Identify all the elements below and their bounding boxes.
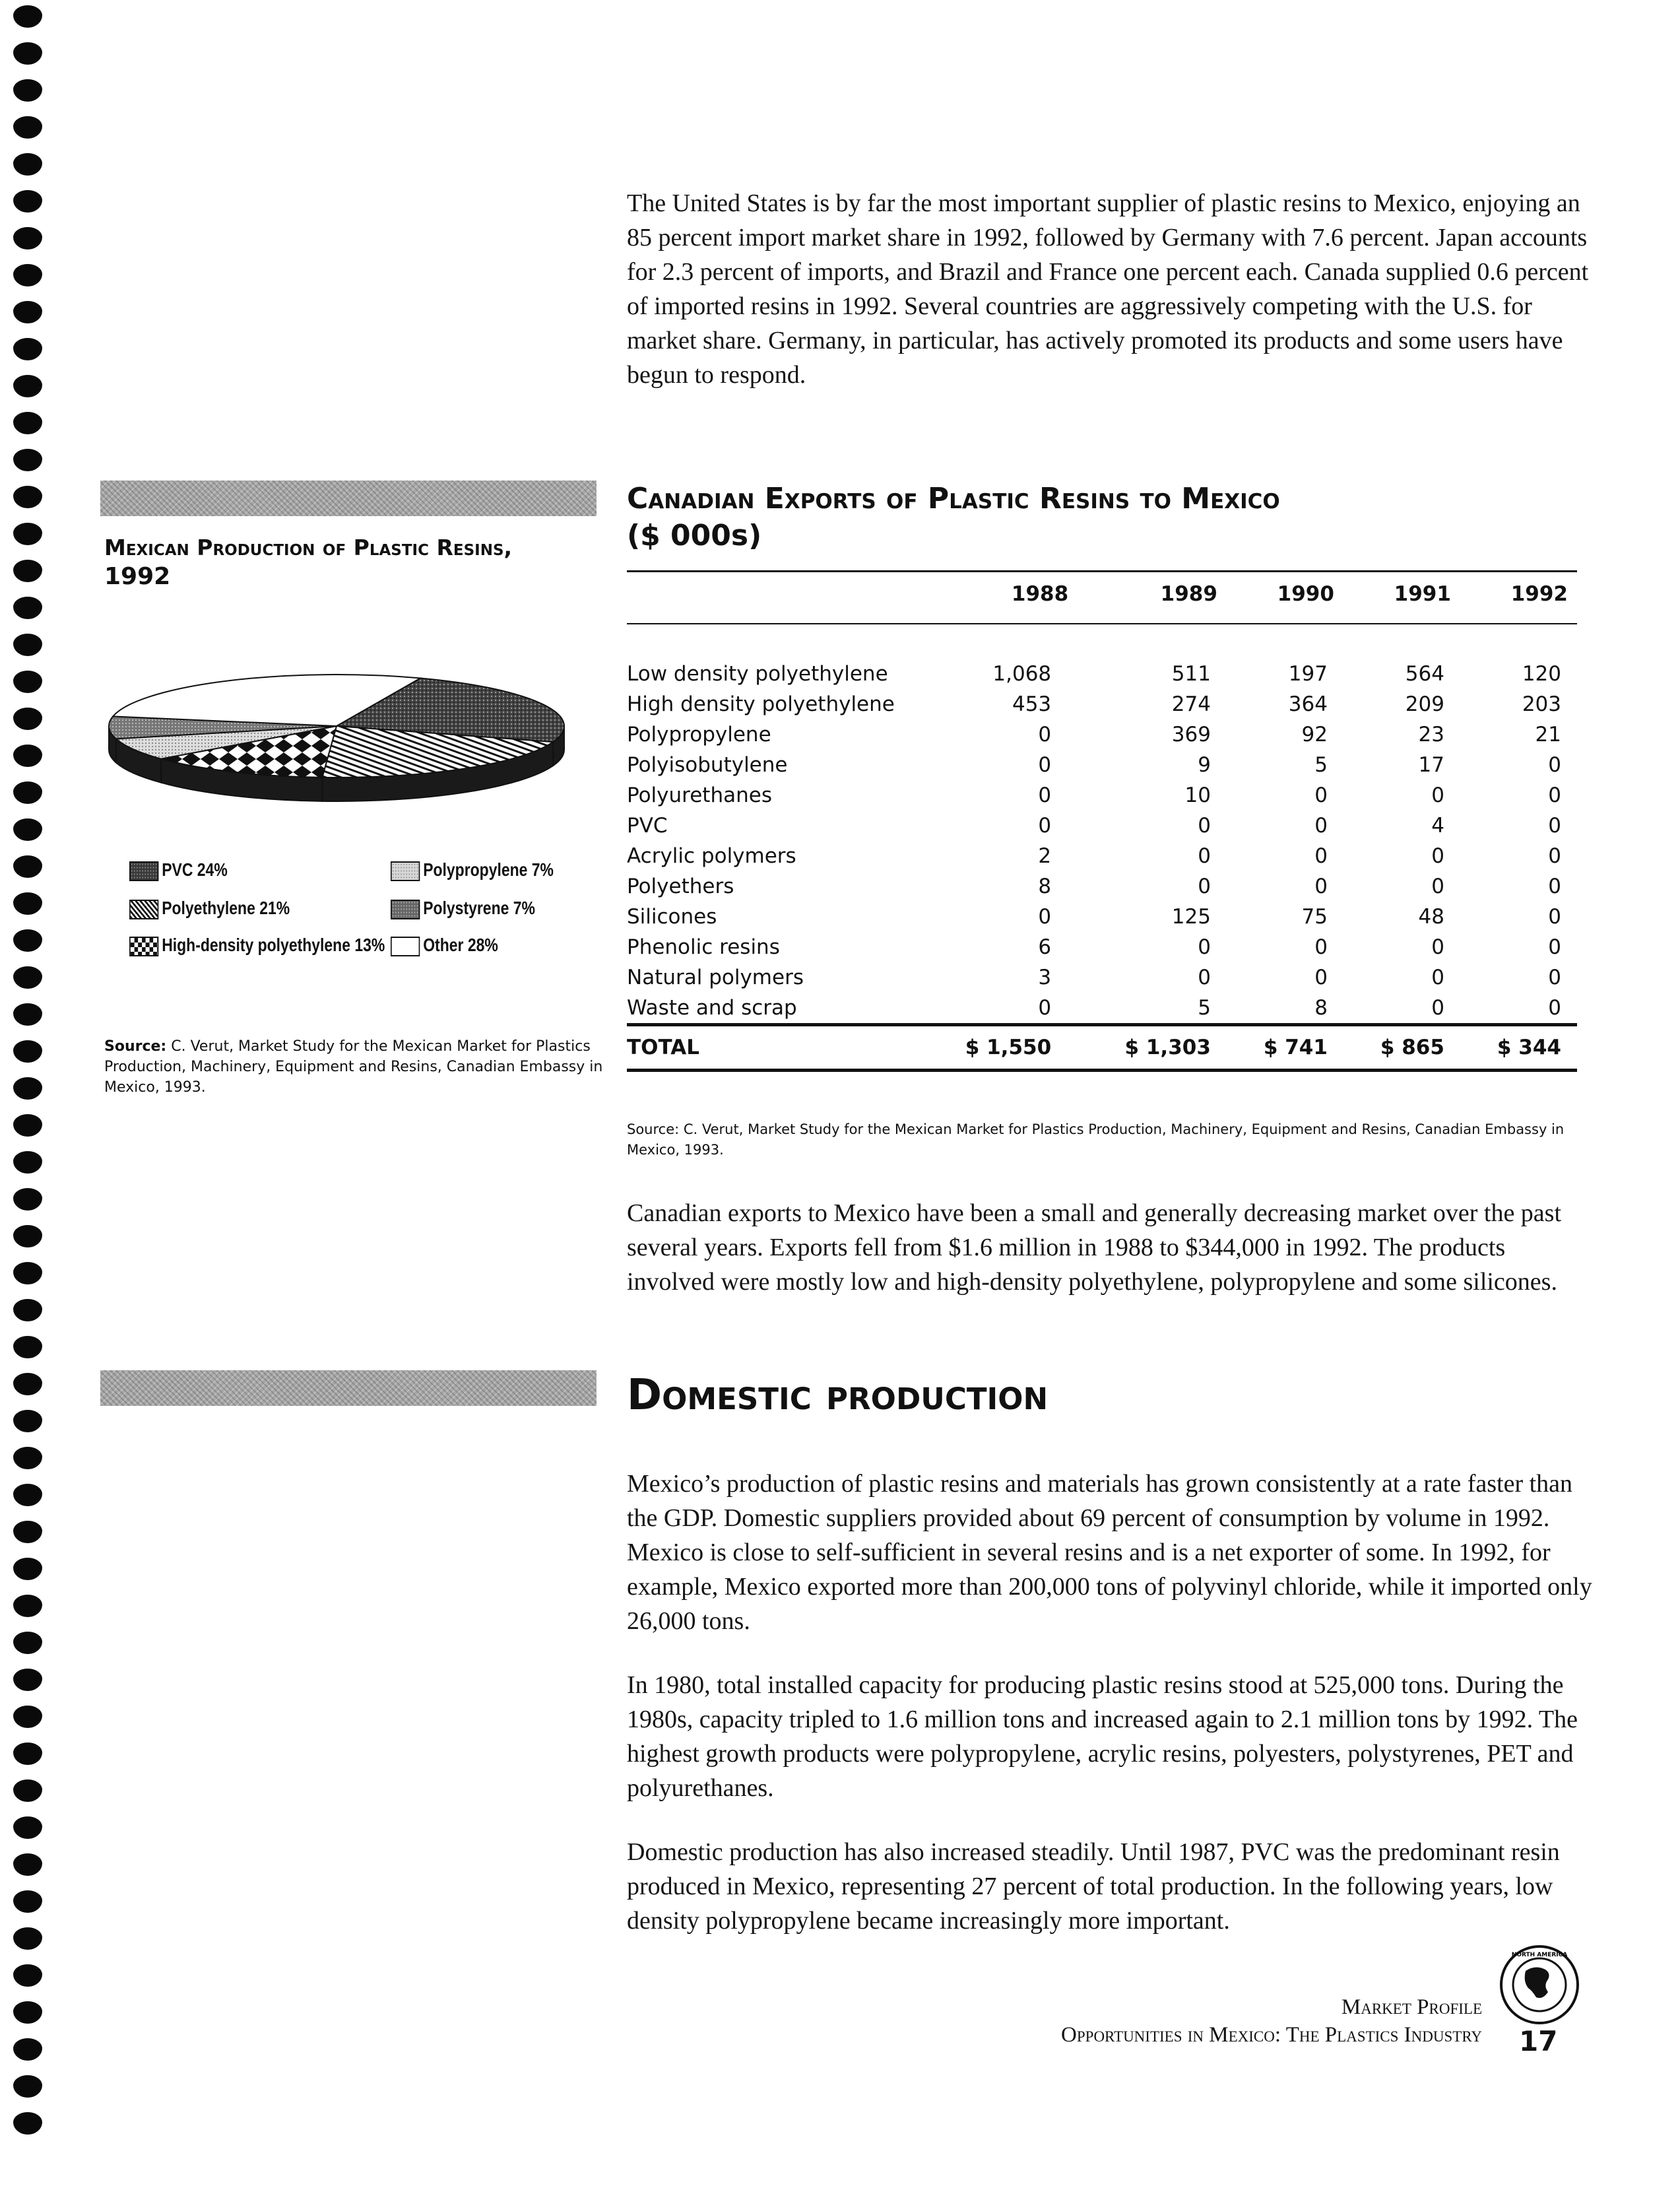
table-cell: 0 xyxy=(1198,875,1211,898)
binder-ring xyxy=(13,1669,42,1691)
table-row xyxy=(627,962,1577,993)
binder-ring xyxy=(13,1151,42,1174)
row-label: Silicones xyxy=(627,905,717,929)
table-cell: 21 xyxy=(1535,723,1561,747)
table-row xyxy=(627,689,1577,719)
table-cell: 209 xyxy=(1405,692,1444,716)
legend-swatch xyxy=(129,937,158,956)
binder-ring xyxy=(13,153,42,176)
logo-text: NORTH AMERICA xyxy=(1511,1952,1568,1958)
binder-ring xyxy=(13,1040,42,1063)
table-row xyxy=(627,780,1577,811)
table-cell: 9 xyxy=(1198,753,1211,777)
domestic-paragraph-3: Domestic production has also increased steadily. Until 1987, PVC was the predominant resin produced in Mexico, representing 27 percent of total production. In the following years, low density polypropylene became increasingly more important. xyxy=(627,1838,1560,1935)
binder-ring xyxy=(13,412,42,434)
total-cell: $ 865 xyxy=(1343,1025,1460,1071)
table-cell: 5 xyxy=(1198,996,1211,1020)
binder-ring xyxy=(13,892,42,915)
binder-ring xyxy=(13,634,42,656)
total-cell: $ 741 xyxy=(1227,1025,1343,1071)
table-cell: 48 xyxy=(1418,905,1444,929)
footer-line2: Opportunities in Mexico: The Plastics Industry xyxy=(1061,2023,1482,2047)
legend-label: Other 28% xyxy=(423,935,498,955)
table-cell: 0 xyxy=(1548,996,1561,1020)
shaded-bar-top xyxy=(100,481,597,516)
binder-ring xyxy=(13,301,42,323)
pie-source-note xyxy=(104,1036,606,1098)
row-label: Natural polymers xyxy=(627,966,804,989)
row-label: High density polyethylene xyxy=(627,692,895,716)
total-cell: $ 344 xyxy=(1460,1025,1577,1071)
page-number: 17 xyxy=(1519,2025,1558,2057)
pie-chart xyxy=(99,660,600,818)
footer-line1: Market Profile xyxy=(1341,1995,1482,2019)
table-cell: 0 xyxy=(1431,996,1444,1020)
table-cell: 3 xyxy=(1038,966,1052,989)
binder-ring xyxy=(13,929,42,952)
table-cell: 0 xyxy=(1431,935,1444,959)
table-cell: 0 xyxy=(1198,844,1211,868)
year-header: 1992 xyxy=(1510,582,1568,606)
binder-ring xyxy=(13,1003,42,1026)
table-row xyxy=(627,932,1577,962)
total-cell: $ 1,550 xyxy=(913,1025,1078,1071)
table-cell: 8 xyxy=(1314,996,1328,1020)
legend-swatch xyxy=(129,861,158,881)
binder-ring xyxy=(13,1816,42,1839)
binder-ring xyxy=(13,1114,42,1137)
binder-ring xyxy=(13,190,42,213)
table-cell: 197 xyxy=(1288,662,1328,686)
binder-ring xyxy=(13,523,42,545)
legend-label: High-density polyethylene 13% xyxy=(162,935,385,955)
table-cell: 0 xyxy=(1314,814,1328,838)
table-source-note: Source: C. Verut, Market Study for the Mexican Market for Plastics Production, Machinery, Equipment and Resins, Canadian Embassy in Mexico, 1993. xyxy=(627,1121,1565,1158)
table-cell: 0 xyxy=(1431,844,1444,868)
table-cell: 0 xyxy=(1314,935,1328,959)
pie-chart-title-line1: Mexican Production of Plastic Resins, xyxy=(104,535,513,560)
table-cell: 274 xyxy=(1171,692,1211,716)
row-label: PVC xyxy=(627,814,668,838)
binder-ring xyxy=(13,781,42,804)
table-cell: 0 xyxy=(1431,875,1444,898)
table-row xyxy=(627,841,1577,871)
year-header: 1989 xyxy=(1160,582,1217,606)
table-row xyxy=(627,993,1577,1025)
legend-swatch xyxy=(391,900,420,919)
table-cell: 0 xyxy=(1548,814,1561,838)
binder-ring xyxy=(13,1743,42,1765)
binder-ring xyxy=(13,449,42,471)
binder-ring xyxy=(13,1336,42,1358)
row-label: Polypropylene xyxy=(627,723,771,747)
table-cell: 17 xyxy=(1418,753,1444,777)
binder-ring xyxy=(13,745,42,767)
binder-ring xyxy=(13,1927,42,1950)
binder-ring xyxy=(13,227,42,249)
table-row xyxy=(627,902,1577,932)
section-heading: Domestic production xyxy=(627,1371,1049,1420)
binder-ring xyxy=(13,5,42,28)
table-cell: 369 xyxy=(1171,723,1211,747)
binder-ring xyxy=(13,1410,42,1432)
binder-ring xyxy=(13,1225,42,1247)
table-cell: 511 xyxy=(1171,662,1211,686)
binder-ring xyxy=(13,1632,42,1654)
table-cell: 0 xyxy=(1314,966,1328,989)
binder-ring xyxy=(13,671,42,693)
legend-item xyxy=(129,935,385,956)
table-row xyxy=(627,811,1577,841)
table-cell: 0 xyxy=(1038,753,1052,777)
table-cell: 0 xyxy=(1548,935,1561,959)
binder-ring xyxy=(13,1484,42,1506)
total-cell: $ 1,303 xyxy=(1078,1025,1227,1071)
row-label: Polyurethanes xyxy=(627,783,772,807)
source-text: C. Verut, Market Study for the Mexican Market for Plastics Production, Machinery, Equipment and Resins, Canadian Embassy in Mexico, 1993. xyxy=(104,1038,603,1096)
legend-item xyxy=(391,898,535,919)
domestic-paragraph-2: In 1980, total installed capacity for producing plastic resins stood at 525,000 tons. During the 1980s, capacity tripled to 1.6 million tons and increased again to 2.1 million tons by 1992. The highest growth products were polypropylene, acrylic resins, polyesters, polystyrenes, PET and polyurethanes. xyxy=(627,1671,1578,1802)
table-cell: 0 xyxy=(1198,814,1211,838)
binder-ring xyxy=(13,1373,42,1395)
binder-ring xyxy=(13,1521,42,1543)
table-cell: 0 xyxy=(1314,875,1328,898)
table-title xyxy=(627,481,1452,554)
table-cell: 75 xyxy=(1301,905,1328,929)
table-cell: 125 xyxy=(1171,905,1211,929)
legend-label: Polypropylene 7% xyxy=(423,859,554,880)
table-cell: 0 xyxy=(1548,844,1561,868)
table-row xyxy=(627,630,1577,689)
table-cell: 0 xyxy=(1548,875,1561,898)
binder-ring xyxy=(13,1595,42,1617)
table-cell: 0 xyxy=(1548,905,1561,929)
table-cell: 0 xyxy=(1198,966,1211,989)
table-cell: 453 xyxy=(1012,692,1052,716)
table-cell: 4 xyxy=(1431,814,1444,838)
binder-ring xyxy=(13,1853,42,1876)
binder-ring xyxy=(13,2038,42,2061)
table-cell: 0 xyxy=(1548,753,1561,777)
table-cell: 2 xyxy=(1038,844,1052,868)
total-label: TOTAL xyxy=(627,1025,913,1071)
table-cell: 120 xyxy=(1522,662,1561,686)
table-cell: 564 xyxy=(1405,662,1444,686)
table-title-line2: ($ 000s) xyxy=(627,519,762,552)
binder-ring xyxy=(13,375,42,397)
binder-ring xyxy=(13,1890,42,1913)
table-cell: 23 xyxy=(1418,723,1444,747)
row-label: Phenolic resins xyxy=(627,935,780,959)
shaded-bar-middle xyxy=(100,1370,597,1406)
binder-ring xyxy=(13,1262,42,1284)
table-cell: 8 xyxy=(1038,875,1052,898)
binder-ring xyxy=(13,1447,42,1469)
legend-item xyxy=(129,859,228,881)
binder-ring xyxy=(13,2001,42,2024)
binder-ring xyxy=(13,116,42,139)
binder-ring xyxy=(13,79,42,102)
binder-ring xyxy=(13,560,42,582)
row-label: Polyethers xyxy=(627,875,734,898)
table-cell: 5 xyxy=(1314,753,1328,777)
binder-ring xyxy=(13,597,42,619)
table-cell: 92 xyxy=(1301,723,1328,747)
table-row xyxy=(627,719,1577,750)
exports-table xyxy=(627,570,1577,1072)
table-cell: 0 xyxy=(1038,905,1052,929)
table-cell: 0 xyxy=(1198,935,1211,959)
binder-ring xyxy=(13,1299,42,1321)
year-header: 1990 xyxy=(1277,582,1334,606)
exports-paragraph: Canadian exports to Mexico have been a small and generally decreasing market over the past several years. Exports fell from $1.6 million in 1988 to $344,000 in 1992. The products involved were mostly low and high-density polyethylene, polypropylene and some silicones. xyxy=(627,1199,1562,1296)
legend-swatch xyxy=(129,900,158,919)
table-header-row xyxy=(627,570,1577,630)
table-cell: 10 xyxy=(1184,783,1211,807)
table-total-row xyxy=(627,1025,1577,1071)
table-cell: 0 xyxy=(1314,783,1328,807)
binder-ring xyxy=(13,1077,42,1100)
legend-label: Polystyrene 7% xyxy=(423,898,535,918)
table-cell: 364 xyxy=(1288,692,1328,716)
source-label: Source: xyxy=(104,1038,167,1055)
table-cell: 0 xyxy=(1038,783,1052,807)
row-label: Waste and scrap xyxy=(627,996,797,1020)
table-cell: 1,068 xyxy=(992,662,1052,686)
legend-swatch xyxy=(391,937,420,956)
binder-ring xyxy=(13,1706,42,1728)
table-cell: 0 xyxy=(1038,996,1052,1020)
binder-ring xyxy=(13,338,42,360)
legend-item xyxy=(391,935,498,956)
table-cell: 0 xyxy=(1038,723,1052,747)
footer-title xyxy=(1061,1993,1482,2049)
legend-item xyxy=(391,859,554,881)
intro-paragraph: The United States is by far the most important supplier of plastic resins to Mexico, enjoying an 85 percent import market share in 1992, followed by Germany with 7.6 percent. Japan accounts for 2.3 percent of imports, and Brazil and France one percent each. Canada supplied 0.6 percent of imported resins in 1992. Several countries are aggressively competing with the U.S. for market share. Germany, in particular, has actively promoted its products and some users have begun to respond. xyxy=(627,189,1589,389)
binder-ring xyxy=(13,2112,42,2135)
year-header: 1991 xyxy=(1394,582,1451,606)
legend-label: PVC 24% xyxy=(162,859,228,880)
table-cell: 0 xyxy=(1431,783,1444,807)
row-label: Acrylic polymers xyxy=(627,844,796,868)
table-row xyxy=(627,750,1577,780)
binder-ring xyxy=(13,42,42,65)
table-cell: 6 xyxy=(1038,935,1052,959)
domestic-paragraph-1: Mexico’s production of plastic resins and materials has grown consistently at a rate faster than the GDP. Domestic suppliers provided about 69 percent of consumption by volume in 1992. Mexico is close to self-sufficient in several resins and is a net exporter of some. In 1992, for example, Mexico exported more than 200,000 tons of polyvinyl chloride, while it imported only 26,000 tons. xyxy=(627,1470,1592,1635)
legend-label: Polyethylene 21% xyxy=(162,898,290,918)
binder-ring xyxy=(13,2075,42,2098)
table-title-line1: Canadian Exports of Plastic Resins to Mexico xyxy=(627,482,1280,515)
pie-chart-title xyxy=(104,533,579,591)
binder-ring xyxy=(13,818,42,841)
binder-ring xyxy=(13,1188,42,1211)
pie-chart-title-line2: 1992 xyxy=(104,563,171,590)
table-cell: 0 xyxy=(1548,783,1561,807)
table-cell: 0 xyxy=(1548,966,1561,989)
table-cell: 203 xyxy=(1522,692,1561,716)
binder-ring xyxy=(13,1779,42,1802)
legend-swatch xyxy=(391,861,420,881)
binder-ring xyxy=(13,264,42,286)
binder-ring xyxy=(13,966,42,989)
row-label: Polyisobutylene xyxy=(627,753,788,777)
table-row xyxy=(627,871,1577,902)
year-header: 1988 xyxy=(1011,582,1069,606)
table-cell: 0 xyxy=(1038,814,1052,838)
binder-ring xyxy=(13,708,42,730)
binder-ring xyxy=(13,1558,42,1580)
binder-ring xyxy=(13,1964,42,1987)
binder-ring xyxy=(13,855,42,878)
row-label: Low density polyethylene xyxy=(627,662,888,686)
table-cell: 0 xyxy=(1314,844,1328,868)
table-cell: 0 xyxy=(1431,966,1444,989)
north-america-globe-seal-icon xyxy=(1499,1944,1580,2025)
legend-item xyxy=(129,898,290,919)
binder-ring xyxy=(13,486,42,508)
